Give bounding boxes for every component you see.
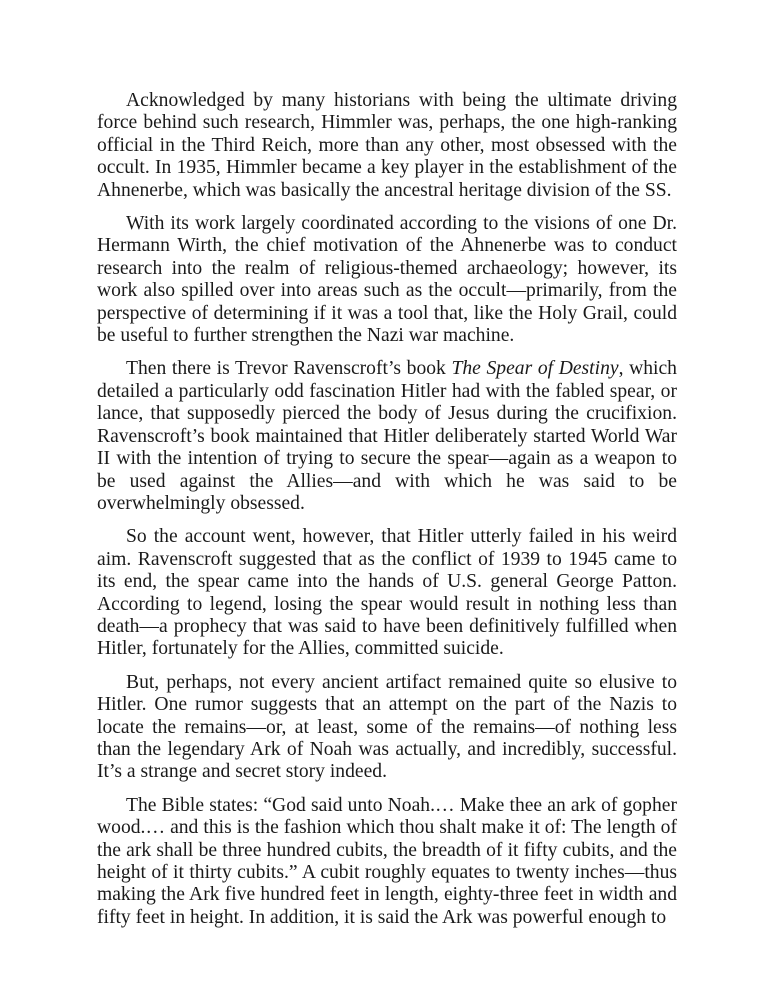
paragraph-text: But, perhaps, not every ancient artifact remained quite so elusive to Hitler. One rumor suggests that an attempt on the part of the Nazis to locate the remains—or, at least, some of the remains—of nothing less than the legendary Ark of Noah was actually, and incredibly, successful. It’s a strange and secret story indeed. (97, 671, 677, 783)
book-page (97, 90, 677, 940)
paragraph-text: With its work largely coordinated according to the visions of one Dr. Hermann Wirth, the chief motivation of the Ahnenerbe was to conduct research into the realm of religious-themed archaeology; however, its work also spilled over into areas such as the occult—primarily, from the perspective of determining if it was a tool that, like the Holy Grail, could be useful to further strengthen the Nazi war machine. (97, 213, 677, 347)
paragraph-text: , which detailed a particularly odd fascination Hitler had with the fabled spear, or lance, that supposedly pierced the body of Jesus during the crucifixion. Ravenscroft’s book maintained that Hitler deliberately started World War II with the intention of trying to secure the spear—again as a weapon to be used against the Allies—and with which he was said to be overwhelmingly obsessed. (97, 358, 677, 514)
paragraph-ark-rumor (97, 672, 677, 784)
paragraph-himmler-ahnenerbe (97, 90, 677, 202)
paragraph-spear-of-destiny (97, 358, 677, 515)
book-title-italic: The Spear of Destiny (451, 358, 619, 380)
paragraph-text: Acknowledged by many historians with being the ultimate driving force behind such research, Himmler was, perhaps, the one high-ranking official in the Third Reich, more than any other, most obsessed with the occult. In 1935, Himmler became a key player in the establishment of the Ahnenerbe, which was basically the ancestral heritage division of the SS. (97, 90, 677, 201)
paragraph-text: So the account went, however, that Hitler utterly failed in his weird aim. Ravenscroft suggested that as the conflict of 1939 to 1945 came to its end, the spear came into the hands of U.S. general George Patton. According to legend, losing the spear would result in nothing less than death—a prophecy that was said to have been definitively fulfilled when Hitler, fortunately for the Allies, committed suicide. (97, 526, 677, 660)
paragraph-bible-ark (97, 795, 677, 929)
paragraph-text: The Bible states: “God said unto Noah.… Make thee an ark of gopher wood.… and this is the fashion which thou shalt make it of: The length of the ark shall be three hundred cubits, the breadth of it fifty cubits, and the height of it thirty cubits.” A cubit roughly equates to twenty inches—thus making the Ark five hundred feet in length, eighty-three feet in width and fifty feet in height. In addition, it is said the Ark was powerful enough to (97, 794, 677, 928)
paragraph-text: Then there is Trevor Ravenscroft’s book (126, 358, 452, 380)
paragraph-patton-spear (97, 526, 677, 660)
paragraph-hermann-wirth (97, 213, 677, 347)
